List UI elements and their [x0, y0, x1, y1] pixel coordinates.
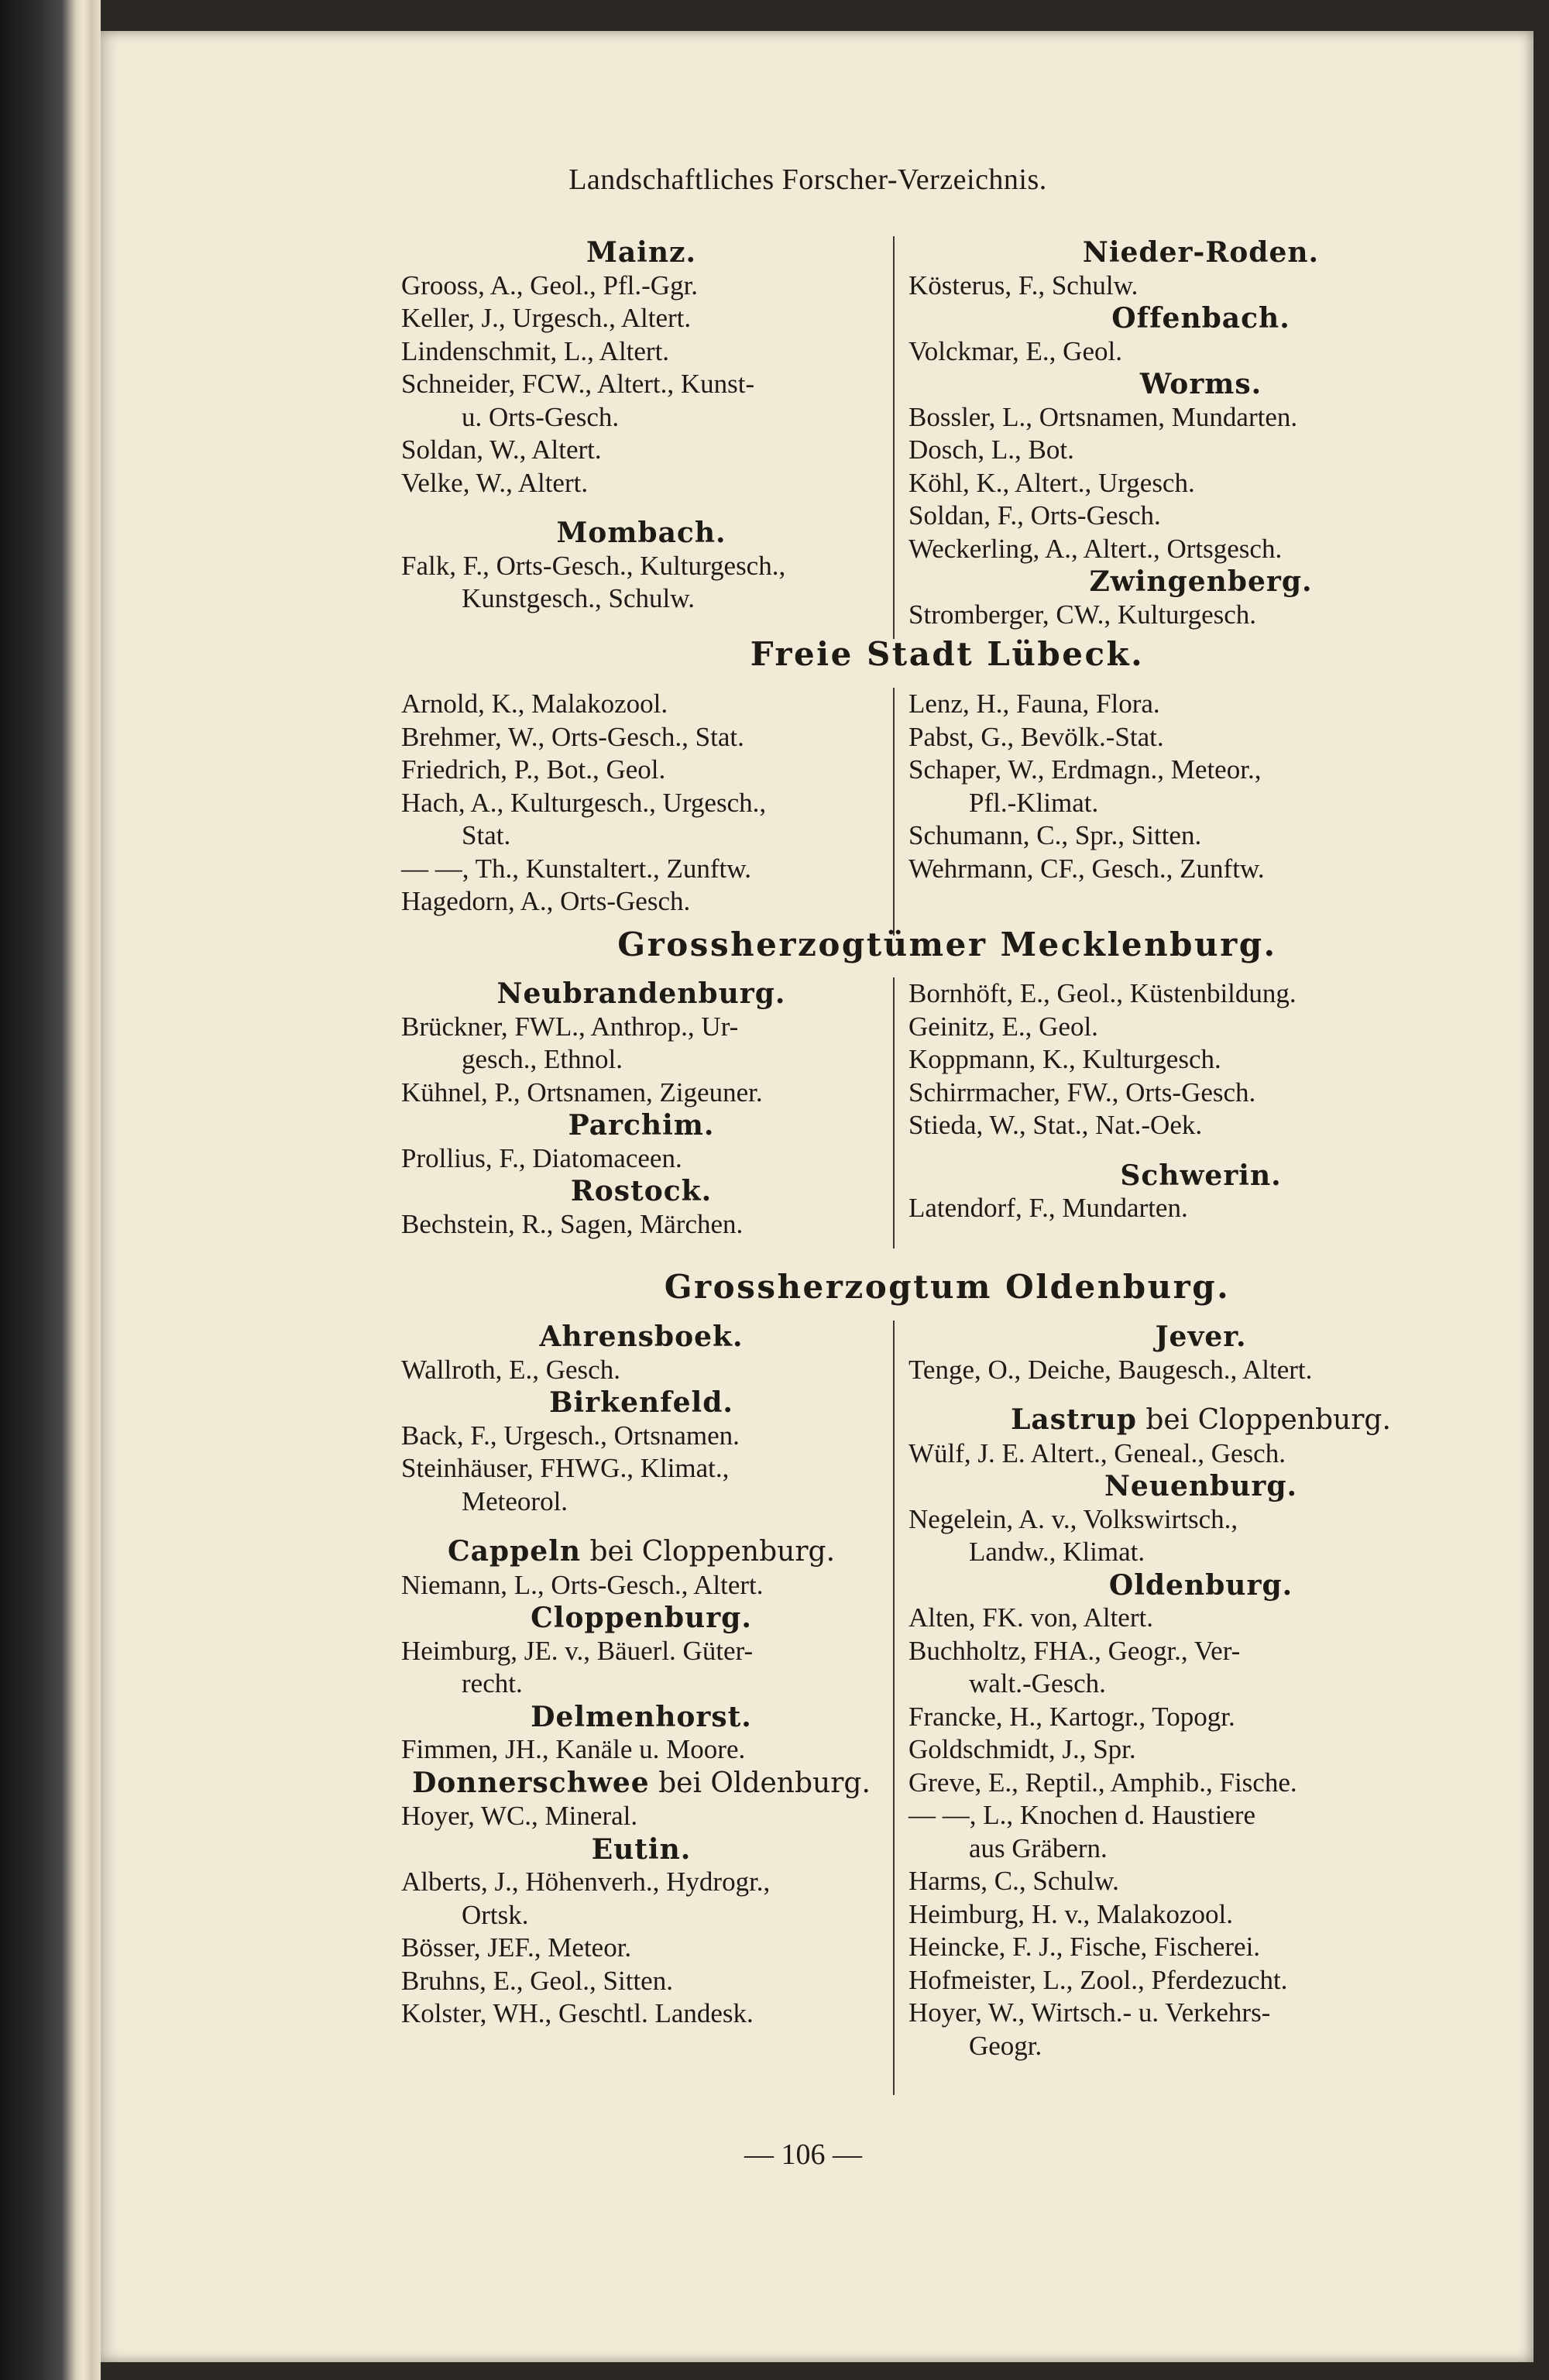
researcher-entry: Bornhöft, E., Geol., Küstenbildung.	[908, 978, 1297, 1008]
place-name: Oldenburg.	[1108, 1568, 1293, 1602]
book-page	[101, 31, 1534, 2362]
place-heading	[401, 1767, 881, 1801]
entry-continuation: gesch., Ethnol.	[462, 1044, 623, 1074]
researcher-entry: Weckerling, A., Altert., Ortsgesch.	[908, 533, 1283, 564]
entry-continuation: Meteorol.	[462, 1485, 568, 1516]
researcher-entry: Bossler, L., Ortsnamen, Mundarten.	[908, 401, 1298, 432]
place-name: Nieder-Roden.	[1082, 236, 1320, 269]
researcher-entry: Brehmer, W., Orts-Gesch., Stat.	[401, 721, 744, 752]
entry-continuation: Stat.	[462, 820, 511, 850]
place-name: Cappeln	[447, 1535, 582, 1568]
place-heading	[401, 1535, 881, 1569]
researcher-entry: Geinitz, E., Geol.	[908, 1011, 1098, 1042]
column-right	[908, 688, 1493, 885]
column-left	[401, 1321, 881, 2031]
entry-continuation: Kunstgesch., Schulw.	[462, 583, 696, 613]
researcher-entry: — —, Th., Kunstaltert., Zunftw.	[401, 853, 752, 884]
book-spine-edge	[0, 0, 101, 2380]
researcher-entry: Wülf, J. E. Altert., Geneal., Gesch.	[908, 1437, 1286, 1468]
researcher-entry: Heincke, F. J., Fische, Fischerei.	[908, 1932, 1261, 1962]
researcher-entry: Hoyer, WC., Mineral.	[401, 1801, 638, 1831]
researcher-entry: Dosch, L., Bot.	[908, 434, 1074, 465]
researcher-entry: Niemann, L., Orts-Gesch., Altert.	[401, 1569, 764, 1600]
place-name: Delmenhorst.	[531, 1700, 752, 1733]
column-left	[401, 977, 881, 1241]
place-name: Schwerin.	[1120, 1159, 1282, 1192]
place-suffix: bei Cloppenburg.	[581, 1536, 836, 1568]
researcher-entry: — —, L., Knochen d. Haustiere	[908, 1800, 1256, 1830]
place-heading	[908, 1159, 1493, 1193]
researcher-entry: Soldan, F., Orts-Gesch.	[908, 500, 1161, 531]
place-name: Jever.	[1155, 1321, 1247, 1353]
place-name: Neubrandenburg.	[496, 977, 786, 1010]
place-name: Offenbach.	[1111, 302, 1290, 335]
researcher-entry: Greve, E., Reptil., Amphib., Fische.	[908, 1767, 1297, 1798]
place-name: Worms.	[1139, 368, 1262, 400]
entry-continuation: Landw., Klimat.	[969, 1537, 1145, 1567]
place-heading	[401, 517, 881, 550]
spacer	[401, 1518, 881, 1535]
entry-continuation: Pfl.-Klimat.	[969, 787, 1099, 818]
researcher-entry: Hofmeister, L., Zool., Pferdezucht.	[908, 1964, 1288, 1995]
entry-continuation: aus Gräbern.	[969, 1832, 1108, 1863]
researcher-entry: Stieda, W., Stat., Nat.-Oek.	[908, 1110, 1203, 1140]
section-title-luebeck: Freie Stadt Lübeck.	[750, 635, 1145, 673]
researcher-entry: Soldan, W., Altert.	[401, 434, 602, 465]
researcher-entry: Schneider, FCW., Altert., Kunst-	[401, 369, 755, 399]
column-rule	[893, 1321, 895, 2095]
place-heading	[401, 236, 881, 270]
entry-continuation: Geogr.	[969, 2030, 1042, 2061]
researcher-entry: Buchholtz, FHA., Geogr., Ver-	[908, 1635, 1241, 1666]
place-heading	[908, 302, 1493, 335]
researcher-entry: Schaper, W., Erdmagn., Meteor.,	[908, 754, 1262, 785]
place-heading	[401, 1701, 881, 1734]
researcher-entry: Keller, J., Urgesch., Altert.	[401, 303, 692, 333]
researcher-entry: Kösterus, F., Schulw.	[908, 270, 1139, 301]
entry-continuation: Ortsk.	[462, 1899, 529, 1930]
place-name: Birkenfeld.	[549, 1386, 733, 1419]
researcher-entry: Francke, H., Kartogr., Topogr.	[908, 1701, 1235, 1732]
place-heading	[908, 1569, 1493, 1602]
researcher-entry: Wehrmann, CF., Gesch., Zunftw.	[908, 853, 1265, 884]
researcher-entry: Schirrmacher, FW., Orts-Gesch.	[908, 1077, 1256, 1108]
place-heading	[908, 1321, 1493, 1354]
spacer	[908, 1386, 1493, 1403]
place-suffix: bei Oldenburg.	[649, 1767, 871, 1799]
column-rule	[893, 977, 895, 1248]
researcher-entry: Lindenschmit, L., Altert.	[401, 335, 670, 366]
place-name: Lastrup	[1011, 1403, 1137, 1436]
researcher-entry: Goldschmidt, J., Spr.	[908, 1734, 1136, 1764]
researcher-entry: Tenge, O., Deiche, Baugesch., Altert.	[908, 1354, 1313, 1385]
researcher-entry: Volckmar, E., Geol.	[908, 335, 1122, 366]
researcher-entry: Bösser, JEF., Meteor.	[401, 1932, 632, 1963]
place-heading	[908, 236, 1493, 270]
place-name: Ahrensboek.	[539, 1321, 744, 1353]
researcher-entry: Harms, C., Schulw.	[908, 1866, 1119, 1896]
place-heading	[401, 1602, 881, 1635]
place-heading	[908, 1403, 1493, 1437]
place-name: Zwingenberg.	[1089, 565, 1313, 598]
column-left	[401, 688, 881, 919]
researcher-entry: Steinhäuser, FHWG., Klimat.,	[401, 1453, 730, 1483]
place-suffix: bei Cloppenburg.	[1136, 1404, 1391, 1436]
researcher-entry: Wallroth, E., Gesch.	[401, 1354, 620, 1385]
researcher-entry: Brückner, FWL., Anthrop., Ur-	[401, 1011, 739, 1042]
place-heading	[401, 1833, 881, 1867]
column-left	[401, 236, 881, 616]
researcher-entry: Arnold, K., Malakozool.	[401, 689, 668, 719]
researcher-entry: Back, F., Urgesch., Ortsnamen.	[401, 1420, 740, 1451]
place-heading	[908, 368, 1493, 401]
column-rule	[893, 236, 895, 639]
researcher-entry: Heimburg, JE. v., Bäuerl. Güter-	[401, 1635, 754, 1666]
column-right	[908, 1321, 1493, 2062]
page-number: — 106 —	[744, 2138, 862, 2171]
running-header: Landschaftliches Forscher-Verzeichnis.	[568, 163, 1047, 196]
spacer	[908, 1142, 1493, 1159]
section-title-mecklenburg: Grossherzogtümer Mecklenburg.	[617, 926, 1277, 963]
researcher-entry: Velke, W., Altert.	[401, 467, 589, 498]
place-heading	[401, 977, 881, 1011]
researcher-entry: Fimmen, JH., Kanäle u. Moore.	[401, 1734, 746, 1764]
place-name: Parchim.	[568, 1109, 715, 1142]
researcher-entry: Alten, FK. von, Altert.	[908, 1602, 1153, 1633]
researcher-entry: Bruhns, E., Geol., Sitten.	[401, 1965, 673, 1996]
researcher-entry: Hach, A., Kulturgesch., Urgesch.,	[401, 787, 767, 818]
researcher-entry: Bechstein, R., Sagen, Märchen.	[401, 1208, 744, 1239]
column-right	[908, 236, 1493, 631]
place-name: Eutin.	[591, 1832, 692, 1866]
researcher-entry: Falk, F., Orts-Gesch., Kulturgesch.,	[401, 550, 786, 581]
place-name: Rostock.	[570, 1175, 713, 1207]
spacer	[401, 500, 881, 517]
researcher-entry: Alberts, J., Höhenverh., Hydrogr.,	[401, 1867, 771, 1897]
place-heading	[401, 1386, 881, 1420]
place-heading	[908, 1470, 1493, 1503]
researcher-entry: Stromberger, CW., Kulturgesch.	[908, 599, 1257, 630]
researcher-entry: Hoyer, W., Wirtsch.- u. Verkehrs-	[908, 1997, 1271, 2028]
entry-continuation: u. Orts-Gesch.	[462, 401, 620, 432]
researcher-entry: Köhl, K., Altert., Urgesch.	[908, 467, 1195, 498]
researcher-entry: Latendorf, F., Mundarten.	[908, 1193, 1188, 1223]
researcher-entry: Pabst, G., Bevölk.-Stat.	[908, 721, 1164, 752]
researcher-entry: Lenz, H., Fauna, Flora.	[908, 689, 1160, 719]
place-name: Neuenburg.	[1104, 1470, 1298, 1503]
place-heading	[401, 1321, 881, 1354]
researcher-entry: Grooss, A., Geol., Pfl.-Ggr.	[401, 270, 699, 301]
researcher-entry: Hagedorn, A., Orts-Gesch.	[401, 886, 691, 916]
column-right	[908, 977, 1493, 1225]
place-heading	[401, 1175, 881, 1208]
place-heading	[401, 1109, 881, 1142]
researcher-entry: Kühnel, P., Ortsnamen, Zigeuner.	[401, 1077, 763, 1108]
section-title-oldenburg: Grossherzogtum Oldenburg.	[664, 1268, 1231, 1306]
researcher-entry: Prollius, F., Diatomaceen.	[401, 1142, 682, 1173]
researcher-entry: Negelein, A. v., Volkswirtsch.,	[908, 1503, 1238, 1534]
researcher-entry: Koppmann, K., Kulturgesch.	[908, 1044, 1221, 1074]
researcher-entry: Friedrich, P., Bot., Geol.	[401, 754, 666, 785]
entry-continuation: walt.-Gesch.	[969, 1668, 1106, 1698]
place-heading	[908, 565, 1493, 599]
place-name: Mainz.	[586, 236, 696, 269]
place-name: Mombach.	[556, 517, 726, 549]
researcher-entry: Heimburg, H. v., Malakozool.	[908, 1898, 1233, 1929]
place-name: Cloppenburg.	[531, 1602, 752, 1634]
column-rule	[893, 688, 895, 936]
researcher-entry: Schumann, C., Spr., Sitten.	[908, 820, 1202, 850]
researcher-entry: Kolster, WH., Geschtl. Landesk.	[401, 1998, 754, 2028]
entry-continuation: recht.	[462, 1668, 523, 1698]
place-name: Donnerschwee	[412, 1766, 650, 1799]
